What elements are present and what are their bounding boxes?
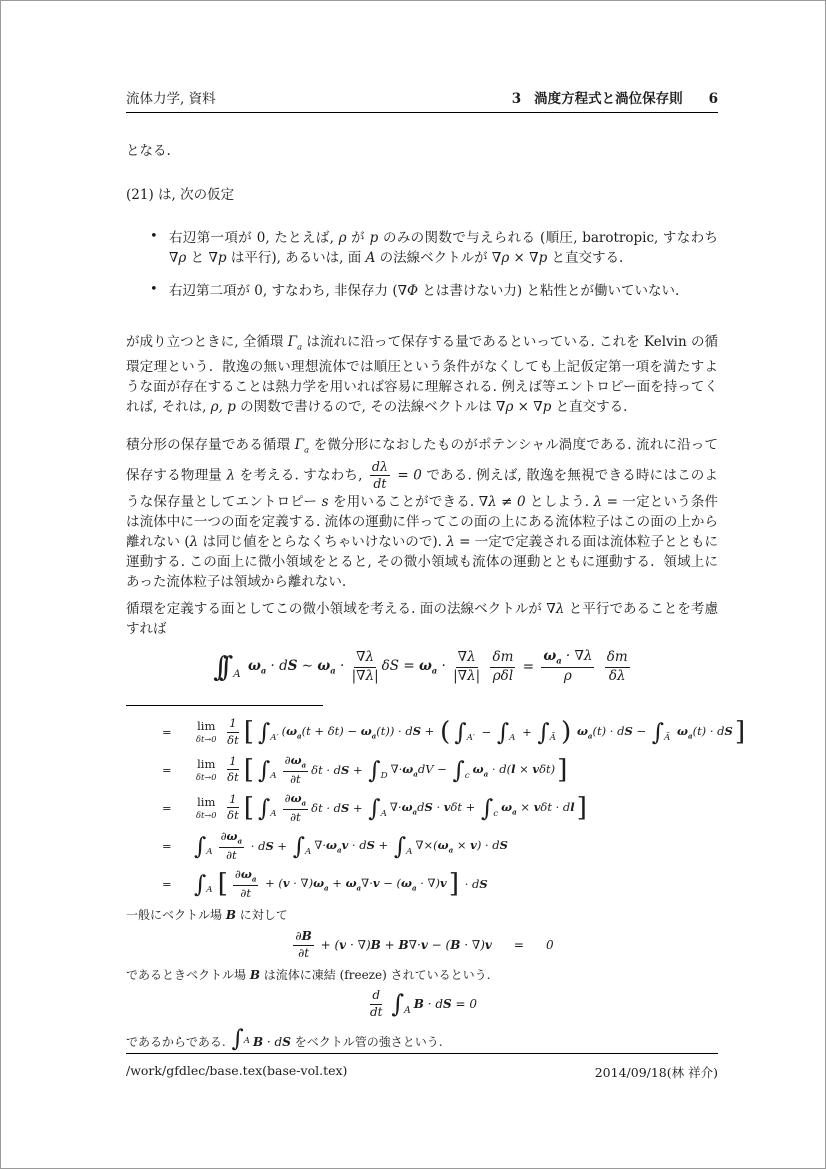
fraction-numerator: $\partial\omega_a$	[283, 754, 309, 771]
integral-glyph-icon: ∫	[368, 755, 381, 784]
text-run: のみの関数で与えられる (順圧, barotropic, すなわち	[378, 230, 723, 246]
math-run: B · dS = 0	[413, 997, 478, 1011]
integral-subscript: D	[380, 771, 388, 782]
fraction	[233, 868, 259, 900]
fraction-numerator: ∇λ	[456, 650, 478, 668]
text-run: と	[186, 250, 209, 266]
math-run: =	[518, 659, 539, 675]
fraction-numerator: ∂B	[293, 930, 313, 946]
integral-subscript: A′	[270, 733, 279, 744]
text-run: 積分形の保存量である循環	[126, 437, 295, 453]
bracket-delimiter: )	[560, 716, 572, 748]
limit-subscript: δt→0	[196, 809, 217, 820]
integral-subscript: Ã	[664, 733, 671, 744]
integral-subscript: A	[404, 1005, 411, 1016]
fraction	[227, 755, 239, 784]
math-run: + (v · ∇)B + B∇·v − (B · ∇)v	[316, 938, 492, 952]
bullet-icon: •	[150, 282, 158, 297]
list-item-text	[169, 283, 679, 299]
text-run: に対して	[235, 908, 288, 922]
math-run: + $(v \cdot \nabla)\omega_a + \omega_a\nabla\cdot v - (\omega_a \cdot \nabla)v$	[261, 875, 447, 893]
math-run: $\nabla\times(\omega_a \times v)$ · dS	[415, 837, 508, 855]
equals-sign: =	[162, 725, 172, 739]
math-run: δt · dS +	[311, 800, 367, 815]
math-run: $\Gamma_a$	[287, 334, 303, 352]
equation-body	[192, 792, 589, 824]
math-run	[220, 763, 224, 777]
integral-subscript: c	[464, 771, 470, 782]
text-run: とは書けない力) と粘性とが働いていない.	[418, 283, 680, 299]
fraction	[219, 830, 245, 862]
integral-subscript: A	[270, 809, 277, 820]
math-run: ∇ρ	[169, 250, 187, 266]
footnote-equation-row	[126, 789, 718, 827]
fraction-denominator: ∂t	[240, 885, 251, 900]
paragraph-potential-vorticity	[126, 435, 718, 592]
integral-glyph-icon: ∫	[454, 717, 467, 746]
fraction-denominator: δt	[227, 770, 239, 785]
assumption-bullet-list	[126, 228, 723, 301]
math-run: s	[321, 493, 329, 510]
integral-subscript: A	[406, 847, 413, 858]
fraction	[227, 793, 239, 822]
math-run: =	[513, 938, 524, 952]
bracket-delimiter: ]	[557, 754, 568, 786]
integral-glyph-icon: ∫∫	[213, 649, 225, 683]
integral-sign-icon	[292, 831, 313, 860]
text-run: 右辺第二項が 0, すなわち, 非保存力 (	[169, 283, 398, 299]
integral-sign-icon	[231, 1024, 251, 1052]
list-item-first-term	[148, 228, 723, 268]
equation-body	[192, 717, 747, 746]
text-run: であるときベクトル場	[126, 968, 250, 982]
integral-sign-icon	[454, 717, 476, 746]
footnote-text-general	[126, 907, 718, 924]
math-run: $\omega_a$ · dS ∼ $\omega_a$ ·	[247, 658, 349, 676]
integral-glyph-icon: ∫	[452, 755, 465, 784]
text-run: は流体に凍結 (freeze) されているという.	[259, 968, 491, 982]
text-run: 右辺第一項が 0, たとえば,	[169, 230, 339, 246]
limit-operator: lim δt→0	[196, 757, 217, 782]
text-run: が成り立つときに, 全循環	[126, 334, 288, 350]
text-run: を考える. すなわち,	[235, 467, 367, 484]
equals-sign: =	[162, 839, 172, 853]
paragraph-kelvin-theorem	[126, 332, 718, 417]
math-run: ρ	[338, 230, 347, 246]
math-run: ∇p	[208, 250, 227, 266]
paragraph-circulation-surface	[126, 599, 718, 639]
fraction	[227, 717, 239, 746]
paragraph-assumption-intro	[126, 185, 718, 205]
fraction-denominator: |∇λ|	[453, 667, 481, 684]
integral-sign-icon	[194, 831, 214, 860]
integral-sign-icon	[651, 717, 672, 746]
fraction-denominator: dt	[369, 1004, 383, 1019]
integral-glyph-icon: ∫	[292, 831, 305, 860]
text-run: 循環を定義する面としてこの微小領域を考える. 面の法線ベクトルが	[126, 601, 547, 617]
integral-glyph-icon: ∫	[368, 793, 381, 822]
list-item-second-term	[148, 281, 718, 301]
display-equation-main	[126, 640, 718, 694]
math-run: B	[225, 908, 236, 922]
integral-glyph-icon: ∫	[194, 869, 207, 898]
fraction-numerator: 1	[227, 793, 238, 808]
fraction	[293, 930, 313, 961]
footnote-equation-flux-conservation	[126, 988, 718, 1020]
fraction-numerator: dλ	[370, 460, 390, 476]
fraction-numerator: $\partial\omega_a$	[219, 830, 245, 847]
fraction	[370, 460, 390, 492]
integral-subscript: A	[206, 885, 213, 896]
integral-glyph-icon: ∫	[258, 793, 271, 822]
footnote-rule	[126, 705, 323, 706]
integral-glyph-icon: ∫	[496, 717, 510, 746]
math-run: $\nabla\cdot\omega_adS \cdot v\delta t$ +	[389, 799, 479, 817]
fraction-numerator: 1	[227, 717, 238, 732]
math-run: ∇λ	[546, 601, 565, 617]
bracket-delimiter: [	[243, 792, 255, 824]
footnote-equation-row	[126, 751, 718, 789]
footer-date-author: 2014/09/18(林 祥介)	[594, 1065, 718, 1080]
fraction	[490, 650, 515, 684]
text-run: が	[346, 230, 370, 246]
math-run: $\omega_a \cdot d(l \times v\delta t)$	[472, 761, 556, 779]
math-run: $(\omega_a(t + \delta t) - \omega_a(t))$ · dS +	[281, 723, 438, 741]
fraction	[370, 989, 383, 1020]
fraction-denominator: δλ	[608, 667, 626, 684]
math-run: $\omega_a(t)$ · dS −	[576, 723, 650, 741]
math-run: p	[369, 230, 379, 246]
integral-subscript: A	[380, 809, 387, 820]
fraction-numerator: 1	[227, 755, 238, 770]
fraction-denominator: |∇λ|	[351, 667, 379, 684]
integral-sign-icon	[537, 717, 557, 746]
math-run: ρ, p	[210, 398, 236, 415]
integral-subscript: A	[509, 733, 516, 744]
header-doc-title: 流体力学, 資料	[126, 91, 216, 107]
integral-sign-icon	[258, 717, 280, 746]
integral-glyph-icon: ∫	[393, 831, 407, 860]
equals-sign: =	[162, 801, 172, 815]
math-run	[220, 801, 224, 815]
text-run: と直交する.	[547, 250, 624, 266]
fraction	[453, 650, 480, 684]
integral-subscript: A	[305, 847, 312, 858]
fraction-numerator: $\omega_a \cdot \nabla\lambda$	[541, 649, 594, 668]
math-run: · dS	[461, 876, 488, 891]
footer-file-path: /work/gfdlec/base.tex(base-vol.tex)	[126, 1063, 348, 1078]
fraction-denominator: δt	[227, 808, 239, 823]
math-run: λ	[226, 467, 236, 484]
text-run: の関数で書けるので, その法線ベクトルは	[235, 398, 497, 415]
fraction-denominator: ∂t	[298, 945, 310, 960]
integral-sign-icon	[480, 793, 499, 822]
text-run: をベクトル管の強さという.	[290, 1035, 443, 1049]
integral-sign-icon	[258, 793, 278, 822]
fraction-denominator: ∂t	[290, 809, 301, 824]
bracket-delimiter: ]	[734, 716, 746, 748]
text-run: と直交する.	[551, 398, 628, 415]
math-run	[483, 659, 487, 675]
integral-sign-icon	[391, 989, 411, 1019]
fraction	[283, 792, 309, 824]
fraction-numerator: δm	[490, 650, 515, 668]
bracket-delimiter: ]	[448, 868, 460, 900]
math-run: ∇ρ × ∇p	[491, 250, 548, 266]
header-page-number: 6	[708, 91, 718, 107]
text-run: (21) は, 次の仮定	[126, 187, 235, 203]
page-header	[126, 87, 718, 113]
paragraph-tonaru	[126, 141, 718, 161]
integral-subscript: c	[493, 809, 499, 820]
math-run	[220, 725, 224, 739]
fraction-denominator: dt	[373, 476, 387, 492]
integral-glyph-icon: ∫	[231, 1024, 244, 1052]
text-run: は同じ値をとらなくちゃいけないので).	[198, 533, 447, 550]
math-run: A	[365, 250, 376, 266]
integral-sign-icon	[368, 793, 388, 822]
footnote-equation-row	[126, 713, 746, 751]
math-run: $\nabla\cdot\omega_adV$ −	[390, 761, 451, 779]
fraction-numerator: ∇λ	[354, 650, 376, 668]
text-run: を微分形になおしたものがポテンシャル渦度である. 流れに沿って保存する物理量	[126, 437, 719, 484]
text-run: と平行であることを考慮すれば	[126, 601, 719, 637]
equation-body	[192, 754, 569, 786]
integral-glyph-icon: ∫	[258, 755, 271, 784]
math-run: ∇Φ	[397, 283, 419, 299]
equation-body	[192, 868, 488, 900]
math-run: $\nabla\cdot\omega_av$ · dS +	[314, 837, 392, 855]
math-run	[385, 997, 389, 1011]
math-run: · dS +	[247, 838, 291, 853]
text-run: は流れに沿って保存する量であるといっている. これを Kelvin の循環定理という. 散逸の無い理想流体では順圧という条件がなくしても上記仮定第一項を満たすような面が存在することは熱力学を用いれば容易に理解される. 例えば等エントロピー面を持ってくれば, それは,	[126, 334, 719, 415]
integral-subscript: A	[243, 1035, 250, 1046]
text-run: 一定という条件は流体中に一つの面を定義する. 流体の運動に伴ってこの面の上にある流体粒子はこの面の上から離れない (	[126, 493, 719, 550]
math-run: λ =	[593, 493, 623, 510]
bracket-delimiter: [	[217, 868, 228, 900]
limit-subscript: δt→0	[196, 771, 217, 782]
math-run: λ	[189, 533, 199, 550]
fraction	[283, 754, 309, 786]
equation-body	[192, 830, 508, 862]
integral-subscript: Ã	[549, 733, 556, 744]
math-run: −	[477, 725, 495, 739]
equals-sign: =	[162, 763, 172, 777]
integral-subscript: A	[233, 668, 241, 681]
bracket-delimiter: [	[243, 716, 255, 748]
text-run: 一般にベクトル場	[126, 908, 226, 922]
fraction-denominator: ∂t	[226, 847, 237, 862]
math-run: δt · dS +	[311, 762, 367, 777]
integral-glyph-icon: ∫	[537, 717, 550, 746]
limit-operator: lim δt→0	[196, 719, 217, 744]
math-run: B · dS	[252, 1035, 291, 1049]
math-run: 0	[545, 938, 554, 952]
math-run: $\delta S = \omega_a$ ·	[381, 658, 451, 676]
bullet-icon: •	[150, 229, 158, 244]
fraction-numerator: $\partial\omega_a$	[233, 868, 259, 885]
bracket-delimiter: [	[243, 754, 255, 786]
text-run: を用いることができる.	[328, 493, 479, 510]
math-run	[597, 659, 601, 675]
integral-subscript: A′	[466, 733, 475, 744]
fraction	[541, 649, 594, 685]
fraction-numerator: δm	[605, 650, 630, 668]
equals-sign: =	[162, 877, 172, 891]
integral-sign-icon	[213, 649, 241, 683]
math-run: +	[518, 725, 536, 739]
limit-subscript: δt→0	[196, 733, 217, 744]
fraction	[605, 650, 630, 684]
math-run: $\Gamma_a$	[294, 437, 310, 455]
text-run: としよう.	[525, 493, 594, 510]
math-run: ∇ρ × ∇p	[496, 398, 552, 415]
integral-sign-icon	[452, 755, 470, 784]
text-run: である. 例えば, 散逸を無視できる時にはこのような保存量としてエントロピー	[126, 467, 718, 510]
footnote-text-freeze	[126, 967, 718, 984]
integral-glyph-icon: ∫	[391, 989, 405, 1019]
fraction-denominator: ρδl	[492, 667, 514, 684]
integral-glyph-icon: ∫	[651, 717, 665, 746]
bracket-delimiter: (	[439, 716, 451, 748]
list-item-text	[169, 230, 722, 266]
integral-subscript: A	[206, 847, 213, 858]
math-run: $\omega_a \times v\delta t$ · dl	[501, 799, 575, 817]
text-run: となる.	[126, 143, 171, 159]
fraction-numerator: d	[370, 989, 382, 1005]
fraction-denominator: ρ	[563, 668, 572, 685]
footnote-section	[126, 705, 746, 1052]
footnote-equation-freeze-condition	[126, 930, 718, 960]
integral-glyph-icon: ∫	[258, 717, 271, 746]
fraction	[352, 650, 379, 684]
text-run: の法線ベクトルが	[375, 250, 492, 266]
fraction-numerator: $\partial\omega_a$	[283, 792, 309, 809]
header-right	[512, 87, 718, 107]
footnote-equation-row	[126, 827, 718, 865]
integral-sign-icon	[194, 869, 214, 898]
footnote-text-tube-strength	[126, 1024, 718, 1052]
text-run: であるからである.	[126, 1035, 230, 1049]
text-run: は平行), あるいは, 面	[226, 250, 366, 266]
math-run: λ =	[446, 533, 475, 550]
limit-operator: lim δt→0	[196, 795, 217, 820]
footnote-equation-row	[126, 865, 718, 903]
text-run: 一定で定義される面は流体粒子とともに運動する. この面上に微小領域をとると, その微小領域も流体の運動とともに運動する. 領域上にあった流体粒子は領域から離れない.	[126, 533, 719, 590]
math-run: B	[249, 968, 260, 982]
integral-sign-icon	[393, 831, 414, 860]
fraction-denominator: ∂t	[290, 771, 301, 786]
page-footer	[126, 1053, 718, 1081]
integral-sign-icon	[258, 755, 278, 784]
integral-sign-icon	[496, 717, 517, 746]
bracket-delimiter: ]	[576, 792, 587, 824]
integral-glyph-icon: ∫	[480, 793, 494, 822]
math-run: $\omega_a(t)$ · dS	[677, 723, 733, 741]
math-run: = 0	[392, 467, 422, 484]
header-section-number: 3	[511, 91, 522, 107]
header-section-title: 渦度方程式と渦位保存則	[534, 91, 683, 107]
integral-glyph-icon: ∫	[194, 831, 207, 860]
fraction-denominator: δt	[227, 732, 239, 747]
math-run: ∇λ ≠ 0	[478, 493, 526, 510]
integral-subscript: A	[270, 771, 277, 782]
integral-sign-icon	[368, 755, 388, 784]
